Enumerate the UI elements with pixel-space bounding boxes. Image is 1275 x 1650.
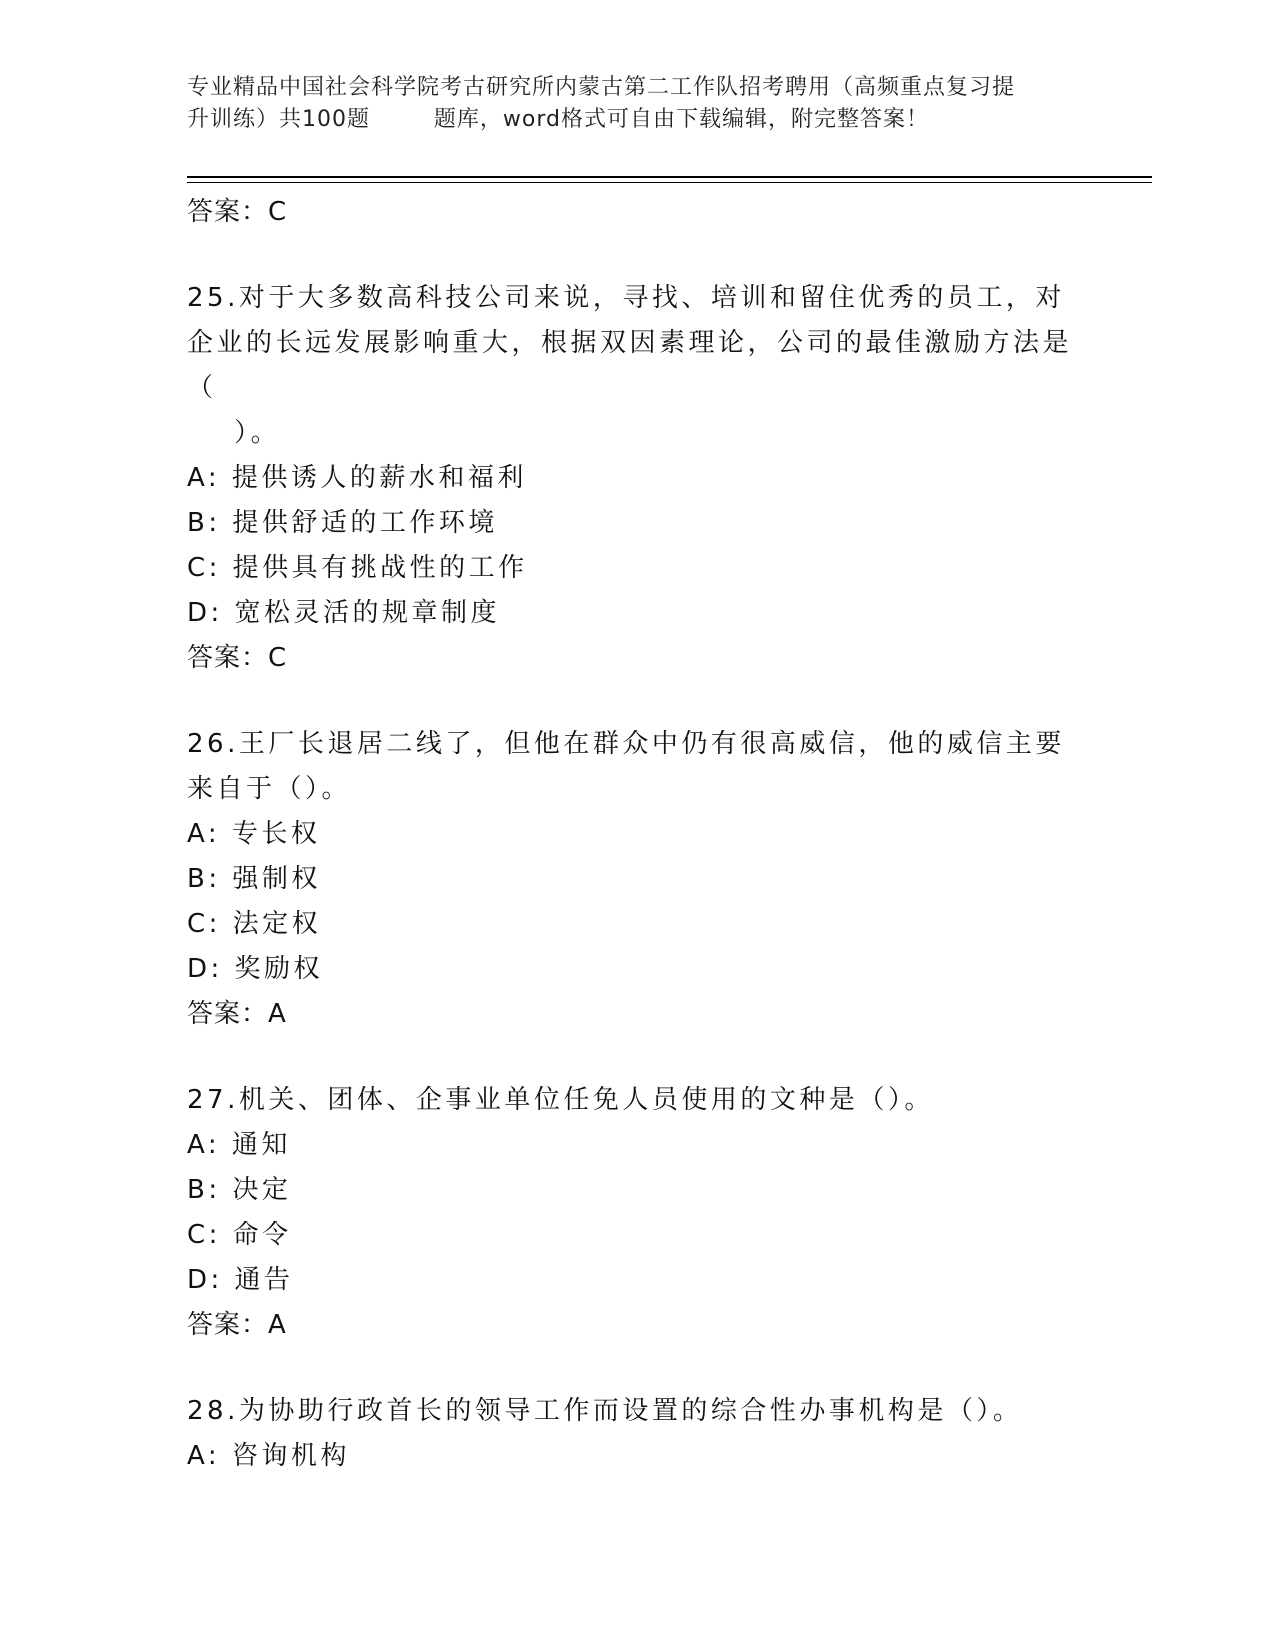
question-28 (187, 1389, 1087, 1479)
option-b: B: 提供舒适的工作环境 (187, 508, 498, 538)
answer-line: 答案：C (187, 643, 288, 673)
answer-line: 答案：A (187, 1310, 287, 1340)
option-a: A: 提供诱人的薪水和福利 (187, 463, 527, 493)
question-27 (187, 1078, 1087, 1347)
option-b: B: 决定 (187, 1175, 292, 1205)
option-c: C: 提供具有挑战性的工作 (187, 553, 528, 583)
option-c: C: 命令 (187, 1220, 292, 1250)
option-d: D: 通告 (187, 1265, 294, 1295)
header-rule-thick (187, 176, 1152, 178)
option-d: D: 奖励权 (187, 954, 324, 984)
answer-line: 答案：C (187, 197, 288, 227)
option-a: A: 咨询机构 (187, 1441, 350, 1471)
question-text: 27.机关、团体、企事业单位任免人员使用的文种是（）。 (187, 1085, 934, 1115)
option-b: B: 强制权 (187, 864, 321, 894)
page-header (187, 72, 1087, 136)
answer-line: 答案：A (187, 999, 287, 1029)
option-d: D: 宽松灵活的规章制度 (187, 598, 501, 628)
question-25 (187, 276, 1087, 680)
header-line-2: 升训练）共100题 题库，word格式可自由下载编辑，附完整答案！ (187, 107, 930, 132)
question-26 (187, 722, 1087, 1036)
option-c: C: 法定权 (187, 909, 322, 939)
question-text: 26.王厂长退居二线了，但他在群众中仍有很高威信，他的威信主要来自于（）。 (187, 729, 1065, 804)
question-text: 25.对于大多数高科技公司来说，寻找、培训和留住优秀的员工，对企业的长远发展影响重大，根据双因素理论，公司的最佳激励方法是（ ）。 (187, 283, 1073, 448)
option-a: A: 通知 (187, 1130, 291, 1160)
option-a: A: 专长权 (187, 819, 321, 849)
document-body (187, 190, 1087, 1479)
header-line-1: 专业精品中国社会科学院考古研究所内蒙古第二工作队招考聘用（高频重点复习提 (187, 75, 1016, 100)
question-text: 28.为协助行政首长的领导工作而设置的综合性办事机构是（）。 (187, 1396, 1023, 1426)
header-rule-thin (187, 182, 1152, 183)
